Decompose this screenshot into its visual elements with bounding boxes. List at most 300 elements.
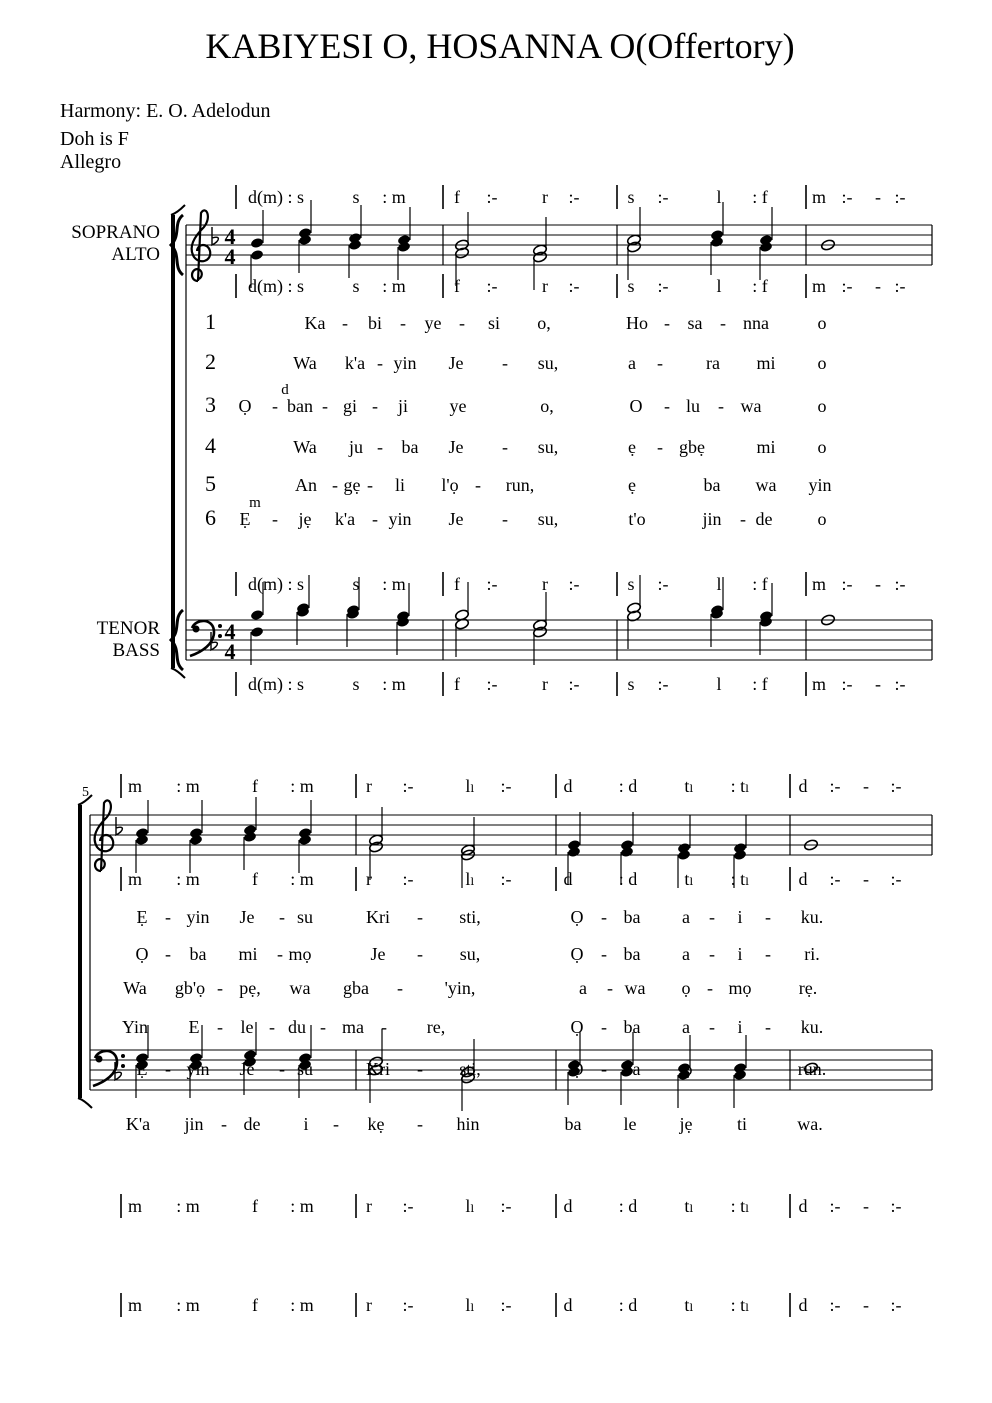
bracket-hook: [171, 205, 185, 215]
lyric-syllable: -: [279, 1059, 285, 1079]
solfa-syllable: d(m) : s: [248, 674, 304, 694]
solfa-syllable: : f: [752, 574, 768, 594]
lyric-syllable: Ho: [626, 313, 648, 333]
lyric-syllable: hin: [456, 1114, 480, 1134]
lyric-syllable: i: [737, 1017, 743, 1037]
quarter-note: [759, 207, 773, 246]
lyric-syllable: su: [296, 1059, 314, 1079]
lyric-syllable: Je: [239, 907, 255, 927]
solfa-notation: [125, 187, 906, 1315]
lyric-syllable: ba: [564, 1114, 582, 1134]
lyric-syllable: -: [707, 978, 713, 998]
solfa-syllable: :-: [841, 187, 853, 207]
quarter-note: [189, 800, 203, 839]
lyric-syllable: Wa: [123, 978, 147, 998]
quarter-note: [396, 616, 410, 655]
lyric-syllable: Ẹ: [239, 509, 251, 529]
lyric-syllable: gbẹ: [679, 437, 705, 457]
solfa-syllable: :-: [894, 187, 906, 207]
solfa-syllable: d(m) : s: [248, 276, 304, 296]
lyric-syllable: Ọ: [570, 1017, 584, 1037]
solfa-syllable: : m: [290, 1196, 314, 1216]
half-note: [626, 207, 641, 246]
solfa-syllable: r: [366, 869, 372, 889]
solfa-syllable: : m: [176, 776, 200, 796]
lyric-syllable: li: [394, 475, 406, 495]
quarter-note: [759, 241, 773, 280]
solfa-syllable: :-: [890, 1196, 902, 1216]
lyric-syllable: le: [623, 1114, 637, 1134]
lyric-syllable: ẹ: [628, 475, 636, 495]
lyric-syllable: -: [367, 475, 373, 495]
lyric-syllable: Wa: [293, 353, 317, 373]
solfa-syllable: -: [875, 674, 881, 694]
lyric-syllable: K'a: [125, 1114, 151, 1134]
half-note: [626, 610, 641, 649]
solfa-syllable: f: [252, 776, 258, 796]
solfa-syllable: -: [875, 574, 881, 594]
lyric-syllable: -: [277, 944, 283, 964]
lyric-syllable: sti,: [459, 1059, 481, 1079]
lyric-syllable: gi: [342, 396, 358, 416]
lyric-syllable: o: [817, 353, 827, 373]
lyric-syllable: -: [601, 907, 607, 927]
quarter-note: [710, 202, 724, 241]
lyric-syllable: -: [217, 1017, 223, 1037]
lyric-syllable: de: [243, 1114, 261, 1134]
lyric-syllable: le: [240, 1017, 254, 1037]
solfa-syllable: r: [542, 276, 548, 296]
solfa-syllable: s: [627, 276, 635, 296]
lyric-syllable: -: [657, 437, 663, 457]
part-label-bass: BASS: [112, 640, 160, 661]
lyric-syllable: i: [737, 907, 743, 927]
lyric-syllable: -: [657, 353, 663, 373]
solfa-syllable: l: [716, 674, 722, 694]
solfa-syllable: :-: [402, 776, 414, 796]
lyric-syllable: -: [417, 1114, 423, 1134]
solfa-syllable: : m: [176, 1295, 200, 1315]
verse-number: 4: [205, 433, 216, 458]
solfa-syllable: :-: [500, 776, 512, 796]
lyric-syllable: -: [377, 437, 383, 457]
verse-number: 2: [205, 349, 216, 374]
solfa-syllable: -: [863, 869, 869, 889]
lyric-syllable: -: [221, 1114, 227, 1134]
lyric-syllable: o,: [537, 313, 551, 333]
lyric-syllable: bi: [367, 313, 383, 333]
lyric-syllable: ọ: [681, 978, 691, 998]
solfa-syllable: : m: [382, 574, 406, 594]
lyric-syllable: o: [817, 313, 827, 333]
lyric-syllable: -: [332, 475, 338, 495]
solfa-syllable: :-: [568, 187, 580, 207]
lyric-syllable: -: [397, 978, 403, 998]
lyric-syllable: ba: [401, 437, 419, 457]
solfa-syllable: :-: [829, 1295, 841, 1315]
solfa-syllable: :-: [486, 574, 498, 594]
solfa-syllable: f: [454, 674, 460, 694]
quarter-note: [296, 606, 310, 645]
bass-clef-icon: [93, 1051, 125, 1086]
lyric-syllable: ju: [348, 437, 364, 457]
lyric-syllable: su,: [459, 944, 481, 964]
solfa-syllable: : m: [382, 187, 406, 207]
lyric-syllable: t'o: [628, 509, 646, 529]
lyric-syllable: ji: [397, 396, 409, 416]
tempo-marking: Allegro: [60, 151, 122, 173]
lyric-syllable: -: [217, 978, 223, 998]
lyric-syllable: -: [709, 907, 715, 927]
lyric-syllable: run.: [797, 1059, 827, 1079]
lyric-syllable: Ẹ: [136, 907, 148, 927]
solfa-syllable: : d: [618, 1196, 638, 1216]
lyric-syllable: 'yin,: [444, 978, 476, 998]
solfa-syllable: m: [127, 1295, 143, 1315]
lyric-syllable: wa: [740, 396, 762, 416]
solfa-syllable: :-: [402, 869, 414, 889]
solfa-syllable: d(m) : s: [248, 574, 304, 594]
lyric-syllable: ri.: [804, 944, 820, 964]
solfa-syllable: r: [366, 1295, 372, 1315]
lyric-syllable: jin: [702, 509, 722, 529]
lyric-syllable: m: [249, 495, 261, 511]
solfa-syllable: :-: [894, 276, 906, 296]
solfa-syllable: d: [798, 1196, 808, 1216]
lyric-syllable: ba: [623, 1059, 641, 1079]
lyric-syllable: Je: [448, 437, 464, 457]
verse-number: 3: [205, 392, 216, 417]
solfa-syllable: :-: [500, 869, 512, 889]
solfa-syllable: s: [352, 674, 360, 694]
solfa-syllable: d: [798, 869, 808, 889]
solfa-syllable: l: [716, 276, 722, 296]
lyric-syllable: du: [288, 1017, 306, 1037]
lyric-syllable: si: [487, 313, 501, 333]
solfa-syllable: s: [352, 574, 360, 594]
lyric-syllable: ba: [703, 475, 721, 495]
solfa-syllable: s: [352, 187, 360, 207]
solfa-syllable: r: [542, 674, 548, 694]
lyric-syllable: rẹ.: [798, 978, 818, 998]
solfa-syllable: :-: [890, 869, 902, 889]
solfa-syllable: lₗ: [465, 1295, 475, 1315]
lyric-syllable: su,: [537, 353, 559, 373]
solfa-syllable: :-: [568, 674, 580, 694]
solfa-syllable: m: [127, 869, 143, 889]
lyric-syllable: Ọ: [570, 944, 584, 964]
lyric-syllable: -: [381, 1017, 387, 1037]
solfa-syllable: d: [563, 1295, 573, 1315]
lyric-syllable: -: [765, 907, 771, 927]
quarter-note: [250, 210, 264, 249]
solfa-syllable: :-: [486, 674, 498, 694]
solfa-syllable: m: [811, 574, 827, 594]
lyric-syllable: -: [502, 509, 508, 529]
solfa-syllable: d: [563, 869, 573, 889]
quarter-note: [397, 241, 411, 280]
lyric-syllable: An: [295, 475, 317, 495]
page-title: KABIYESI O, HOSANNA O(Offertory): [205, 26, 795, 66]
solfa-syllable: : m: [290, 869, 314, 889]
solfa-syllable: f: [252, 1196, 258, 1216]
solfa-syllable: :-: [500, 1295, 512, 1315]
solfa-syllable: : tₗ: [730, 1196, 750, 1216]
solfa-syllable: :-: [486, 276, 498, 296]
lyric-syllable: -: [342, 313, 348, 333]
solfa-syllable: : f: [752, 674, 768, 694]
solfa-syllable: lₗ: [465, 869, 475, 889]
lyric-syllable: su,: [537, 509, 559, 529]
half-note: [626, 241, 641, 280]
lyric-syllable: lu: [685, 396, 701, 416]
lyric-syllable: Ka: [304, 313, 326, 333]
lyric-syllable: mi: [756, 437, 776, 457]
flat-icon: [212, 227, 218, 245]
lyric-syllable: k'a: [344, 353, 366, 373]
solfa-syllable: d(m) : s: [248, 187, 304, 207]
solfa-syllable: f: [454, 574, 460, 594]
solfa-syllable: :-: [890, 776, 902, 796]
lyric-syllable: -: [664, 396, 670, 416]
lyrics: [122, 313, 832, 1134]
solfa-syllable: :-: [841, 674, 853, 694]
half-note: [368, 807, 383, 846]
solfa-syllable: :-: [657, 276, 669, 296]
half-note: [532, 592, 547, 631]
lyric-syllable: -: [601, 944, 607, 964]
lyric-syllable: ba: [623, 944, 641, 964]
solfa-syllable: :-: [657, 574, 669, 594]
lyric-syllable: Ọ: [570, 907, 584, 927]
solfa-syllable: :-: [657, 187, 669, 207]
quarter-note: [567, 812, 581, 851]
lyric-syllable: -: [459, 313, 465, 333]
time-signature-top: 4: [224, 619, 236, 644]
solfa-syllable: : m: [176, 1196, 200, 1216]
lyric-syllable: -: [377, 353, 383, 373]
quarter-note: [759, 616, 773, 655]
lyric-syllable: -: [417, 907, 423, 927]
solfa-syllable: :-: [486, 187, 498, 207]
lyric-syllable: yin: [186, 907, 210, 927]
lyric-syllable: Je: [448, 353, 464, 373]
half-note: [532, 217, 547, 256]
solfa-syllable: lₗ: [465, 776, 475, 796]
solfa-syllable: : tₗ: [730, 1295, 750, 1315]
solfa-syllable: s: [627, 187, 635, 207]
lyric-syllable: -: [502, 437, 508, 457]
solfa-syllable: -: [863, 1196, 869, 1216]
lyric-syllable: -: [475, 475, 481, 495]
bass-clef-icon: [190, 621, 222, 656]
lyric-syllable: -: [279, 907, 285, 927]
solfa-syllable: -: [863, 1295, 869, 1315]
lyric-syllable: wa: [289, 978, 311, 998]
lyric-syllable: -: [372, 396, 378, 416]
lyric-syllable: -: [664, 313, 670, 333]
quarter-note: [397, 207, 411, 246]
solfa-syllable: m: [811, 276, 827, 296]
solfa-syllable: tₗ: [684, 1196, 694, 1216]
solfa-syllable: lₗ: [465, 1196, 475, 1216]
solfa-syllable: r: [366, 1196, 372, 1216]
lyric-syllable: Je: [239, 1059, 255, 1079]
solfa-syllable: d: [798, 1295, 808, 1315]
lyric-syllable: ye: [424, 313, 442, 333]
lyric-syllable: Kri: [366, 907, 390, 927]
lyric-syllable: Wa: [293, 437, 317, 457]
lyric-syllable: nna: [743, 313, 769, 333]
quarter-note: [298, 234, 312, 273]
lyric-syllable: -: [601, 1017, 607, 1037]
solfa-syllable: f: [454, 187, 460, 207]
solfa-syllable: m: [127, 776, 143, 796]
lyric-syllable: -: [165, 944, 171, 964]
half-note: [454, 618, 469, 657]
lyric-syllable: -: [272, 509, 278, 529]
lyric-syllable: run,: [505, 475, 535, 495]
quarter-note: [620, 812, 634, 851]
lyric-syllable: de: [755, 509, 773, 529]
solfa-syllable: : d: [618, 1295, 638, 1315]
lyric-syllable: sa: [687, 313, 703, 333]
lyric-syllable: -: [322, 396, 328, 416]
lyric-syllable: -: [502, 353, 508, 373]
lyric-syllable: a: [628, 353, 636, 373]
measure-number: 5: [82, 785, 89, 800]
lyric-syllable: -: [765, 1017, 771, 1037]
solfa-syllable: s: [627, 574, 635, 594]
lyric-syllable: ti: [736, 1114, 748, 1134]
solfa-syllable: s: [627, 674, 635, 694]
lyric-syllable: -: [165, 907, 171, 927]
solfa-syllable: m: [127, 1196, 143, 1216]
lyric-syllable: -: [740, 509, 746, 529]
solfa-syllable: :-: [894, 674, 906, 694]
lyric-syllable: mọ: [288, 944, 312, 964]
lyric-syllable: ma: [342, 1017, 364, 1037]
bracket-hook: [78, 1098, 92, 1108]
lyric-syllable: a: [682, 907, 690, 927]
lyric-syllable: -: [272, 396, 278, 416]
solfa-syllable: : m: [290, 1295, 314, 1315]
lyric-syllable: kẹ: [367, 1114, 385, 1134]
lyric-syllable: k'a: [334, 509, 356, 529]
lyric-syllable: Ọ: [570, 1059, 584, 1079]
solfa-syllable: : tₗ: [730, 869, 750, 889]
lyric-syllable: a: [579, 978, 587, 998]
solfa-syllable: : f: [752, 276, 768, 296]
solfa-syllable: :-: [829, 869, 841, 889]
notes: [135, 200, 836, 1111]
lyric-syllable: -: [607, 978, 613, 998]
solfa-syllable: f: [252, 1295, 258, 1315]
lyric-syllable: jẹ: [679, 1114, 693, 1134]
solfa-syllable: :-: [568, 276, 580, 296]
lyric-syllable: wa: [624, 978, 646, 998]
solfa-syllable: : m: [290, 776, 314, 796]
lyric-syllable: -: [417, 944, 423, 964]
lyric-syllable: pẹ,: [239, 978, 261, 998]
half-note: [532, 626, 547, 665]
quarter-note: [298, 834, 312, 873]
solfa-syllable: l: [716, 187, 722, 207]
solfa-syllable: -: [875, 276, 881, 296]
solfa-syllable: r: [542, 574, 548, 594]
time-signature-top: 4: [224, 224, 236, 249]
lyric-syllable: E: [188, 1017, 200, 1037]
solfa-syllable: :-: [829, 1196, 841, 1216]
solfa-syllable: l: [716, 574, 722, 594]
lyric-syllable: yin: [393, 353, 417, 373]
lyric-syllable: a: [682, 944, 690, 964]
lyric-syllable: i: [303, 1114, 309, 1134]
lyric-syllable: wa.: [797, 1114, 823, 1134]
quarter-note: [243, 831, 257, 870]
solfa-syllable: :-: [402, 1295, 414, 1315]
lyric-syllable: wa: [755, 475, 777, 495]
quarter-note: [346, 608, 360, 647]
lyric-syllable: O: [629, 396, 643, 416]
quarter-note: [135, 800, 149, 839]
solfa-syllable: : d: [618, 869, 638, 889]
lyric-syllable: ba: [623, 907, 641, 927]
solfa-syllable: tₗ: [684, 869, 694, 889]
verse-number: 5: [205, 471, 216, 496]
solfa-syllable: -: [863, 776, 869, 796]
lyric-syllable: Ọ: [238, 396, 252, 416]
solfa-syllable: :-: [568, 574, 580, 594]
lyric-syllable: ban: [287, 396, 313, 416]
lyric-syllable: mi: [756, 353, 776, 373]
lyric-syllable: l'ọ: [441, 475, 459, 495]
lyric-syllable: -: [720, 313, 726, 333]
quarter-note: [243, 797, 257, 836]
solfa-syllable: tₗ: [684, 1295, 694, 1315]
lyric-syllable: -: [601, 1059, 607, 1079]
quarter-note: [298, 800, 312, 839]
part-label-alto: ALTO: [111, 244, 160, 265]
solfa-syllable: : f: [752, 187, 768, 207]
lyric-syllable: d: [281, 382, 289, 398]
treble-clef-icon: [192, 210, 211, 281]
verse-number: 1: [205, 309, 216, 334]
lyric-syllable: jẹ: [298, 509, 312, 529]
lyric-syllable: gb'ọ: [174, 978, 206, 998]
lyric-syllable: ye: [449, 396, 467, 416]
lyric-syllable: -: [765, 944, 771, 964]
lyric-syllable: -: [737, 1059, 743, 1079]
lyric-syllable: -: [417, 1059, 423, 1079]
solfa-syllable: d: [563, 776, 573, 796]
time-signature-bottom: 4: [224, 639, 236, 664]
lyric-syllable: sti,: [459, 907, 481, 927]
lyric-syllable: su,: [537, 437, 559, 457]
quarter-note: [189, 834, 203, 873]
solfa-syllable: : m: [176, 869, 200, 889]
lyric-syllable: ba: [623, 1017, 641, 1037]
solfa-syllable: s: [352, 276, 360, 296]
lyric-syllable: gba: [343, 978, 369, 998]
key-indication: Doh is F: [60, 128, 129, 150]
lyric-syllable: -: [269, 1017, 275, 1037]
lyric-syllable: ba: [189, 944, 207, 964]
lyric-syllable: -: [333, 1114, 339, 1134]
lyric-syllable: ra: [706, 353, 720, 373]
lyric-syllable: -: [718, 396, 724, 416]
lyric-syllable: Je: [448, 509, 464, 529]
